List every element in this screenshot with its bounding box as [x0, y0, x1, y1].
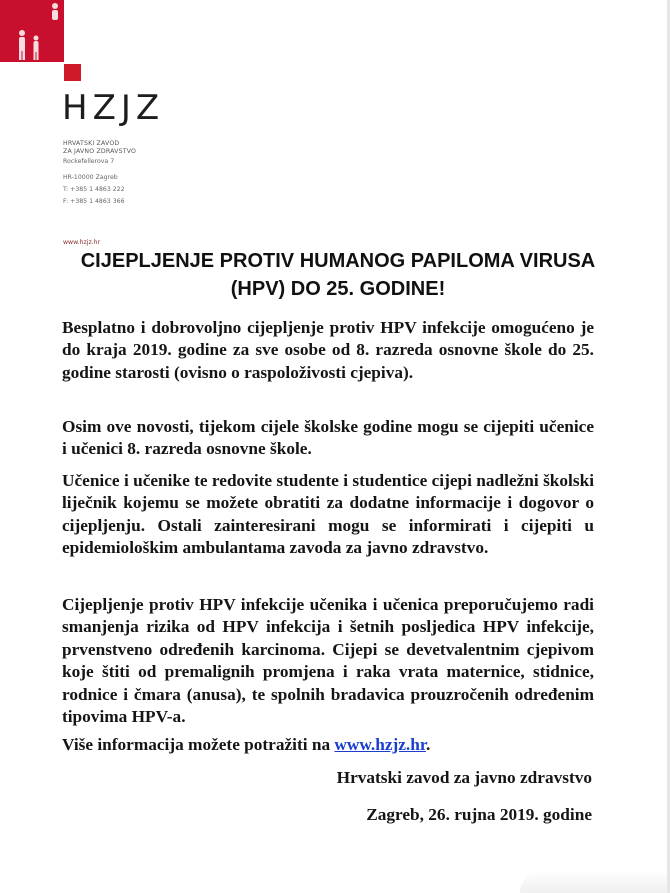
phone: T: +385 1 4863 222	[63, 186, 125, 193]
paragraph-1: Besplatno i dobrovoljno cijepljenje protiv HPV infekcije omogućeno je do kraja 2019. godine za sve osobe od 8. razreda osnovne škole do 25. godine starosti (ovisno o raspoloživosti cjepiva).	[62, 318, 594, 382]
title-line-2: (HPV) DO 25. GODINE!	[230, 278, 446, 300]
signature-institution: Hrvatski zavod za javno zdravstvo	[336, 768, 592, 787]
paragraph-4: Cijepljenje protiv HPV infekcije učenika i učenica preporučujemo radi smanjenja rizika od HPV infekcija i šetnih posljedica HPV infekcije, prvenstveno određenih karcinoma. Cijepi se devetvalentnim cjepivom koje štiti od premalignih promjena i raka vrata maternice, stidnice, rodnice i čmara (anusa), te spolnih bradavica prouzročenih određenim tipovima HPV-a.	[62, 595, 594, 727]
more-info-text: Više informacija možete potražiti na	[62, 735, 335, 754]
org-line-2: ZA JAVNO ZDRAVSTVO	[63, 148, 137, 155]
org-line-1: HRVATSKI ZAVOD	[63, 140, 120, 147]
logo-square	[64, 64, 81, 81]
page-curl-shadow	[520, 870, 670, 893]
fax: F: +385 1 4863 366	[63, 198, 125, 205]
more-info	[62, 735, 430, 755]
city: HR-10000 Zagreb	[63, 174, 118, 181]
organization-name	[63, 140, 136, 156]
logo-text: HZJZ	[62, 88, 165, 128]
paragraph-3: Učenice i učenike te redovite studente i studentice cijepi nadležni školski liječnik kojemu se možete obratiti za dodatne informacije i dogovor o cijepljenju. Ostali zainteresirani mogu se informirati i cijepiti u epidemiološkim ambulantama zavoda za javno zdravstvo.	[62, 471, 594, 558]
paragraph-2: Osim ove novosti, tijekom cijele školske godine mogu se cijepiti učenice i učenici 8. razreda osnovne škole.	[62, 417, 594, 459]
signature-date: Zagreb, 26. rujna 2019. godine	[366, 805, 592, 824]
corner-figures-logo	[0, 0, 64, 62]
more-info-suffix: .	[425, 735, 431, 754]
website-small: www.hzjz.hr	[63, 239, 101, 246]
title-line-1: CIJEPLJENJE PROTIV HUMANOG PAPILOMA VIRUSA	[80, 250, 596, 272]
website-link[interactable]: www.hzjz.hr	[334, 735, 426, 754]
address: Rockefellerova 7	[63, 158, 115, 165]
